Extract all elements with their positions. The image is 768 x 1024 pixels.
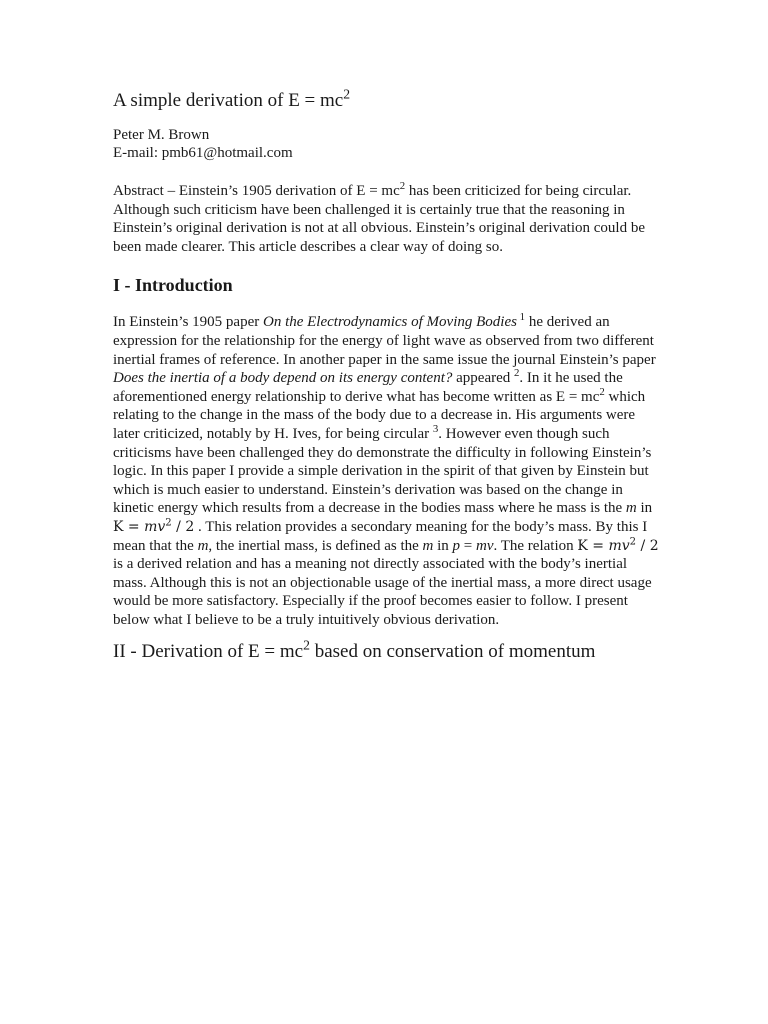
cited-title: On the Electrodynamics of Moving Bodies [262,314,517,331]
math-symbol: m [197,537,209,554]
intro-text: . However even though such criticisms have been challenged they do demonstrate the difficulty in following Einstein’s logic. In this paper I provide a simple derivation in the spirit of that given by Einstein but which is much easier to understand. Einstein’s derivation was based on the change in kinetic energy which results from a decrease in the bodies mass where he mass is the [113,425,652,517]
equation-kinetic-energy [113,519,194,535]
section-heading-superscript: 2 [303,637,310,653]
author-email: E-mail: pmb61@hotmail.com [113,145,293,161]
cited-title: Does the inertia of a body depend on its energy content? [113,370,453,387]
section-heading-text: II - Derivation of E = mc [113,641,304,663]
paper-title-text: A simple derivation of E = mc [113,90,344,111]
author-name: Peter M. Brown [113,127,210,143]
intro-text: he derived an expression for the relationship for the energy of light wave as observed from two different inertial frames of reference. In another paper in the same issue the journal Einstein’s paper [113,314,656,368]
introduction-paragraph [113,313,660,629]
equation-part: mv [608,537,630,554]
equation-part: / 2 [171,518,195,535]
math-symbol: p [452,537,461,554]
section-heading-text: based on conservation of momentum [309,641,596,663]
equation-superscript: 2 [629,535,637,547]
equation-part: mv [144,518,166,535]
abstract-text-continued: has been criticized for being circular. Although such criticism have been challenged it is certainly true that the reasoning in Einstein’s original derivation is not at all obvious. Einstein’s original derivation could be been made clearer. This article describes a clear way of doing so. [113,183,645,255]
abstract-text: Abstract – Einstein’s 1905 derivation of E = mc [113,183,400,199]
section-heading-derivation [113,639,660,665]
equation-part: K = [113,518,145,535]
intro-text: appeared [452,370,515,387]
intro-text: = [460,537,476,554]
author-block [113,126,660,162]
math-symbol: mv [476,537,494,554]
title-superscript: 2 [343,86,351,102]
reference-marker: 3 [432,423,439,435]
intro-text: which relating to the change in the mass of the body due to a decrease in. His arguments were later criticized, notably by H. Ives, for being circular [113,388,646,442]
equation-part: K = [577,537,609,554]
section-heading-introduction: I - Introduction [113,275,233,296]
intro-text: in [433,537,453,554]
reference-marker: 1 [516,311,526,324]
intro-text: . The relation [493,537,578,554]
abstract-superscript: 2 [399,180,406,193]
superscript: 2 [599,385,605,398]
paper-title [113,88,660,114]
abstract [113,182,660,256]
intro-text: in [636,500,653,517]
intro-text: , the inertial mass, is defined as the [208,537,423,554]
intro-text: In Einstein’s 1905 paper [113,314,263,331]
intro-text: is a derived relation and has a meaning not directly associated with the body’s inertial mass. Although this is not an objectionable usage of the inertial mass, a more direct usage would be more satisfactory. Especially if the proof becomes easier to follow. I present below what I believe to be a truly intuitively obvious derivation. [113,556,652,628]
equation-kinetic-energy [577,535,659,554]
reference-marker: 2 [514,367,520,380]
intro-text: . In it he used the aforementioned energy relationship to derive what has become written as E = mc [113,370,623,405]
math-symbol: m [422,537,434,554]
intro-text: . This relation provides a secondary meaning for the body’s mass. By this I mean that the [113,518,648,554]
equation-part: / 2 [636,537,659,554]
equation-superscript: 2 [165,517,172,529]
math-symbol: m [625,500,637,517]
